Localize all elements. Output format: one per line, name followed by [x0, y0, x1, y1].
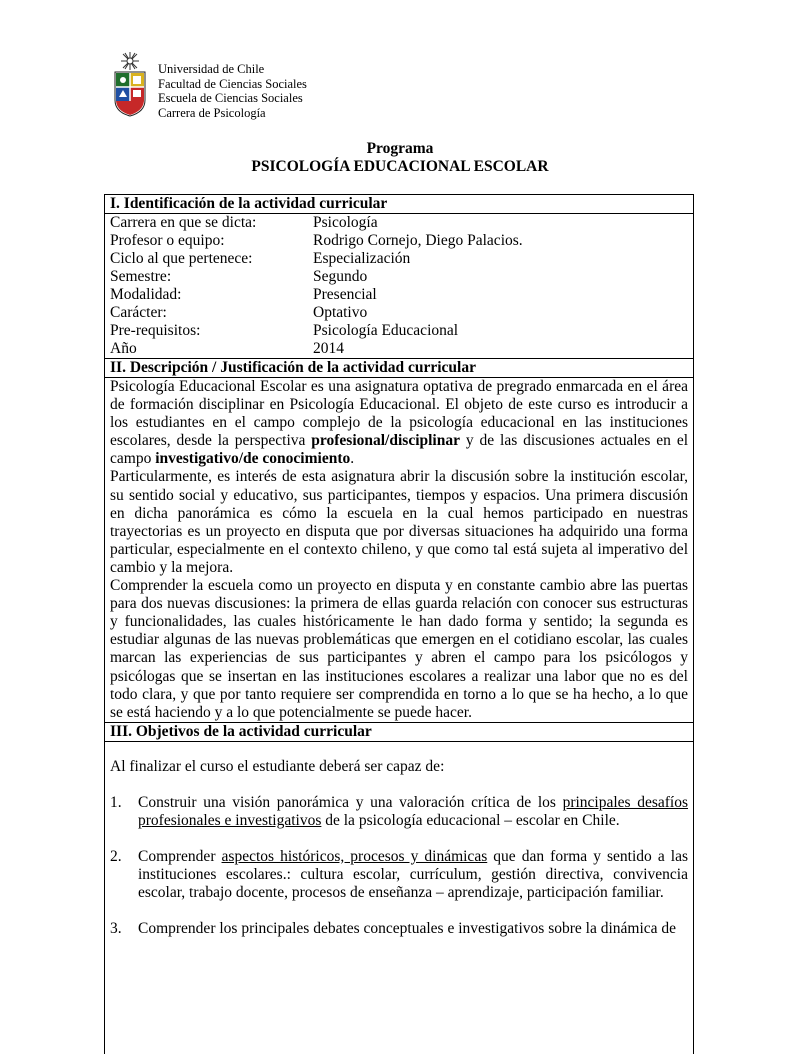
- underlined-text: aspectos históricos, procesos y dinámicas: [221, 847, 488, 865]
- section-1-heading: I. Identificación de la actividad curricular: [105, 195, 693, 214]
- institution-line: Universidad de Chile: [158, 62, 265, 76]
- objectives-list: [105, 794, 693, 938]
- description-paragraph-1: [110, 378, 688, 468]
- list-text: [138, 794, 688, 830]
- id-value: Presencial: [313, 286, 377, 303]
- id-row: [105, 214, 693, 232]
- id-value: Psicología: [313, 214, 378, 231]
- id-label: Semestre:: [110, 268, 172, 285]
- institution-line: Carrera de Psicología: [158, 105, 266, 120]
- section-3-heading: III. Objetivos de la actividad curricular: [105, 722, 693, 742]
- text-run: Construir una visión panorámica y una valoración crítica de los: [138, 793, 563, 811]
- objectives-intro: Al finalizar el curso el estudiante deberá ser capaz de:: [110, 757, 445, 775]
- document-title-programa: Programa: [366, 140, 434, 157]
- text-run: de la psicología educacional – escolar en Chile.: [321, 811, 620, 829]
- institution-line: Facultad de Ciencias Sociales: [158, 76, 307, 91]
- id-row: [105, 322, 693, 340]
- list-item: [105, 848, 688, 902]
- institution-header: [158, 62, 307, 120]
- id-row: [105, 268, 693, 286]
- id-row: [105, 232, 693, 250]
- list-item: [105, 794, 688, 830]
- id-label: Modalidad:: [110, 286, 182, 303]
- institution-line: Escuela de Ciencias Sociales: [158, 91, 303, 105]
- id-value: Optativo: [313, 304, 368, 321]
- id-row: [105, 340, 693, 358]
- list-number: 2.: [110, 847, 122, 865]
- id-value: 2014: [313, 340, 344, 357]
- list-item: [105, 920, 688, 938]
- list-number: 1.: [110, 793, 122, 811]
- id-value: Rodrigo Cornejo, Diego Palacios.: [313, 232, 523, 249]
- id-label: Profesor o equipo:: [110, 232, 225, 249]
- program-table: [104, 194, 694, 1054]
- text-run: .: [350, 450, 355, 468]
- id-label: Pre-requisitos:: [110, 322, 201, 339]
- emphasis-text: profesional/disciplinar: [311, 432, 460, 450]
- id-value: Psicología Educacional: [313, 322, 459, 339]
- list-text: [138, 848, 688, 902]
- id-row: [105, 250, 693, 268]
- emphasis-text: investigativo/de conocimiento: [155, 450, 351, 468]
- text-run: Psicología Educacional Escolar es una asignatura optativa de pregrado enmarcada en el área de formación disciplinar en Psicología Educacional. El objeto de este curso es introducir a los estudiantes en el campo complejo de la psicología educacional en las instituciones escolares, desde la perspectiva: [110, 378, 688, 450]
- underlined-text: principales desafíos profesionales e investigativos: [138, 793, 689, 829]
- id-label: Carrera en que se dicta:: [110, 214, 257, 231]
- list-text: [138, 920, 676, 938]
- id-value: Especialización: [313, 250, 411, 267]
- id-label: Ciclo al que pertenece:: [110, 250, 253, 267]
- text-run: que dan forma y sentido a las instituciones escolares.: cultura escolar, currículum, gestión directiva, convivencia escolar, trabajo docente, procesos de enseñanza – aprendizaje, participación familiar.: [138, 847, 688, 901]
- id-label: Año: [110, 340, 137, 357]
- identification-list: [105, 214, 693, 358]
- section-2-heading: II. Descripción / Justificación de la actividad curricular: [105, 358, 693, 378]
- list-number: 3.: [110, 919, 122, 937]
- university-seal-logo: [110, 50, 150, 118]
- id-row: [105, 286, 693, 304]
- id-row: [105, 304, 693, 322]
- document-title-course: PSICOLOGÍA EDUCACIONAL ESCOLAR: [251, 158, 549, 175]
- description-body: [105, 378, 693, 722]
- description-paragraph-3: Comprender la escuela como un proyecto en disputa y en constante cambio abre las puertas para dos nuevas discusiones: la primera de ellas guarda relación con conocer sus estructuras y funcionalidades, las cuales históricamente le han dado forma y sentido; la segunda es estudiar algunas de las nuevas problemáticas que emergen en el cotidiano escolar, las cuales marcan las experiencias de sus participantes y abren el campo para los psicólogos y psicólogas que se insertan en las instituciones escolares a realizar una labor que no es del todo clara, y que por tanto requiere ser comprendida en torno a lo que se ha hecho, a lo que se está haciendo y a lo que potencialmente se puede hacer.: [110, 577, 688, 721]
- text-run: y de las discusiones actuales en el campo: [110, 432, 688, 468]
- text-run: Comprender: [138, 847, 222, 865]
- id-label: Carácter:: [110, 304, 167, 321]
- text-run: Comprender los principales debates conceptuales e investigativos sobre la dinámica de: [138, 919, 677, 937]
- id-value: Segundo: [313, 268, 368, 285]
- description-paragraph-2: Particularmente, es interés de esta asignatura abrir la discusión sobre la institución escolar, su sentido social y educativo, sus participantes, tiempos y espacios. Una primera discusión en dicha panorámica es cómo la escuela en la cual hemos participado en nuestras trayectorias es un proyecto en disputa que por diversas situaciones ha adquirido una forma particular, especialmente en el contexto chileno, y que como tal está sujeta al imperativo del cambio y la mejora.: [110, 468, 688, 576]
